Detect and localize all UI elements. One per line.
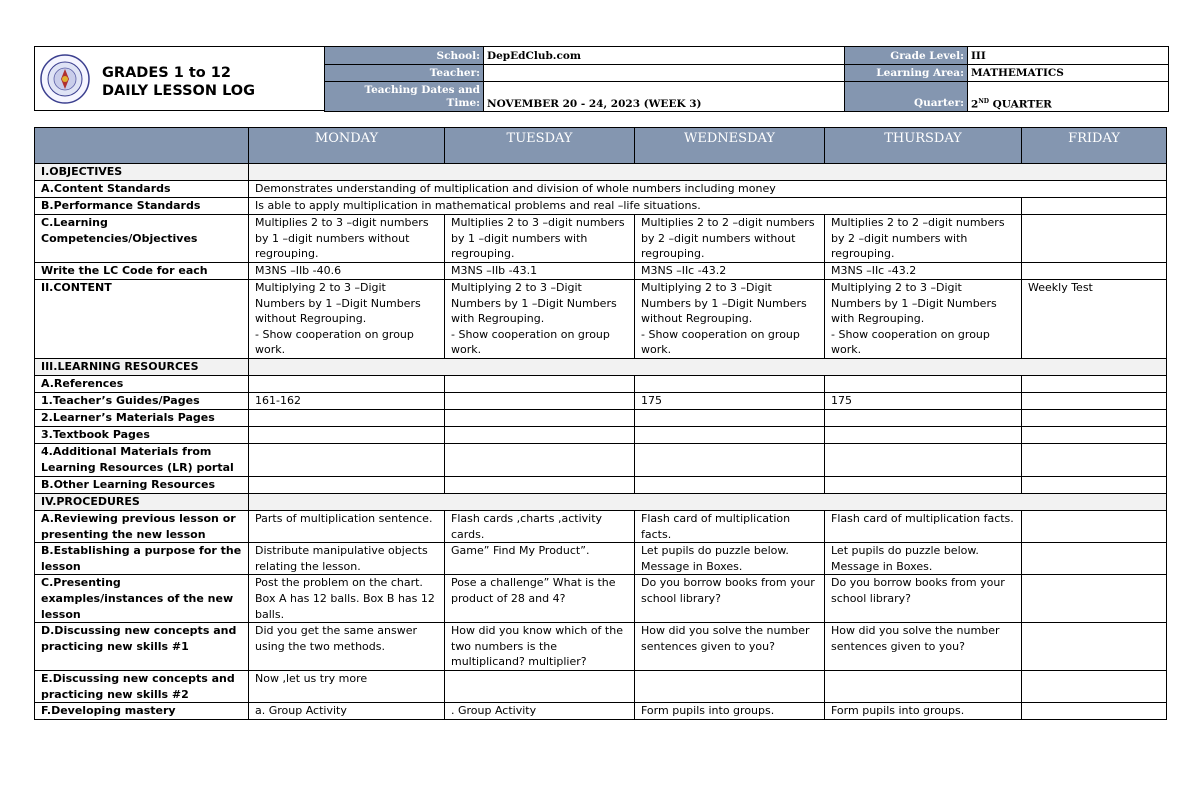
- quarter-value: [968, 82, 1169, 112]
- day-monday: MONDAY: [249, 128, 445, 164]
- table-cell: [445, 393, 635, 410]
- table-cell: Multiplies 2 to 2 –digit numbers by 2 –digit numbers without regrouping.: [635, 215, 825, 263]
- row-content-standards: [35, 181, 1167, 198]
- row-discussing-1: [35, 623, 1167, 671]
- table-cell: [1022, 575, 1167, 623]
- teaching-dates-label-line2: Time:: [446, 97, 480, 109]
- row-label: Write the LC Code for each: [35, 263, 249, 280]
- table-cell: [1022, 703, 1167, 720]
- table-cell: Form pupils into groups.: [635, 703, 825, 720]
- teacher-row: [325, 65, 1169, 82]
- row-content: [35, 280, 1167, 359]
- table-cell: Do you borrow books from your school library?: [825, 575, 1022, 623]
- row-label: III.LEARNING RESOURCES: [35, 359, 249, 376]
- table-cell: Game” Find My Product”.: [445, 543, 635, 575]
- table-cell: [445, 671, 635, 703]
- table-cell: Let pupils do puzzle below. Message in Boxes.: [825, 543, 1022, 575]
- table-cell: Multiplies 2 to 3 –digit numbers by 1 –digit numbers without regrouping.: [249, 215, 445, 263]
- day-tuesday: TUESDAY: [445, 128, 635, 164]
- table-cell: [635, 671, 825, 703]
- row-label: 2.Learner’s Materials Pages: [35, 410, 249, 427]
- deped-seal-logo: [40, 54, 90, 104]
- row-label: I.OBJECTIVES: [35, 164, 249, 181]
- teaching-dates-label: [325, 82, 484, 112]
- section-spacer: [249, 164, 1167, 181]
- table-cell: How did you know which of the two numbers is the multiplicand? multiplier?: [445, 623, 635, 671]
- row-label: C.Presenting examples/instances of the new lesson: [35, 575, 249, 623]
- table-cell: Parts of multiplication sentence.: [249, 511, 445, 543]
- row-label: D.Discussing new concepts and practicing new skills #1: [35, 623, 249, 671]
- row-label: 3.Textbook Pages: [35, 427, 249, 444]
- table-cell: Distribute manipulative objects relating the lesson.: [249, 543, 445, 575]
- section-row-objectives: [35, 164, 1167, 181]
- table-cell: [1022, 444, 1167, 477]
- table-cell: Multiplies 2 to 3 –digit numbers by 1 –digit numbers with regrouping.: [445, 215, 635, 263]
- table-cell: Multiplying 2 to 3 –Digit Numbers by 1 –Digit Numbers with Regrouping. - Show cooperation on group work.: [445, 280, 635, 359]
- table-cell: M3NS –IIb -43.1: [445, 263, 635, 280]
- table-cell: Flash cards ,charts ,activity cards.: [445, 511, 635, 543]
- table-cell: [635, 477, 825, 494]
- table-cell: Flash card of multiplication facts.: [635, 511, 825, 543]
- table-cell: [635, 427, 825, 444]
- row-label: 4.Additional Materials from Learning Resources (LR) portal: [35, 444, 249, 477]
- row-label: A.Reviewing previous lesson or presenting the new lesson: [35, 511, 249, 543]
- row-presenting: [35, 575, 1167, 623]
- merged-cell: Demonstrates understanding of multiplication and division of whole numbers including money: [249, 181, 1167, 198]
- table-cell: Multiplying 2 to 3 –Digit Numbers by 1 –Digit Numbers without Regrouping. - Show cooperation on group work.: [635, 280, 825, 359]
- table-cell: Let pupils do puzzle below. Message in Boxes.: [635, 543, 825, 575]
- table-cell: [1022, 427, 1167, 444]
- table-cell: Multiplying 2 to 3 –Digit Numbers by 1 –Digit Numbers with Regrouping. - Show cooperation on group work.: [825, 280, 1022, 359]
- table-cell: [635, 410, 825, 427]
- table-cell: 161-162: [249, 393, 445, 410]
- row-label: IV.PROCEDURES: [35, 494, 249, 511]
- quarter-number: 2: [971, 98, 979, 110]
- document-title: [102, 64, 255, 100]
- table-cell: [445, 444, 635, 477]
- row-performance-standards: [35, 198, 1167, 215]
- table-cell: [1022, 393, 1167, 410]
- teaching-dates-label-line1: Teaching Dates and: [364, 84, 480, 96]
- table-cell: [1022, 410, 1167, 427]
- day-thursday: THURSDAY: [825, 128, 1022, 164]
- table-cell: M3NS –IIc -43.2: [635, 263, 825, 280]
- table-cell: [445, 410, 635, 427]
- table-cell: 175: [825, 393, 1022, 410]
- section-spacer: [249, 494, 1167, 511]
- teacher-label: Teacher:: [325, 65, 484, 82]
- learning-area-value: MATHEMATICS: [968, 65, 1169, 82]
- table-cell: Flash card of multiplication facts.: [825, 511, 1022, 543]
- teacher-value: [484, 65, 845, 82]
- teaching-dates-value: NOVEMBER 20 - 24, 2023 (WEEK 3): [484, 82, 845, 112]
- table-cell: [825, 427, 1022, 444]
- header-info-table: [324, 46, 1169, 112]
- school-row: [325, 47, 1169, 65]
- table-cell: M3NS –IIc -43.2: [825, 263, 1022, 280]
- table-cell: M3NS –IIb -40.6: [249, 263, 445, 280]
- row-references: [35, 376, 1167, 393]
- row-label: F.Developing mastery: [35, 703, 249, 720]
- table-cell: Now ,let us try more: [249, 671, 445, 703]
- table-cell: Post the problem on the chart. Box A has 12 balls. Box B has 12 balls.: [249, 575, 445, 623]
- days-header-row: [35, 128, 1167, 164]
- quarter-word: QUARTER: [989, 98, 1052, 110]
- dates-row: [325, 82, 1169, 112]
- row-label: E.Discussing new concepts and practicing new skills #2: [35, 671, 249, 703]
- row-additional-materials: [35, 444, 1167, 477]
- table-cell: Multiplying 2 to 3 –Digit Numbers by 1 –Digit Numbers without Regrouping. - Show cooperation on group work.: [249, 280, 445, 359]
- quarter-suffix: ND: [978, 97, 989, 105]
- table-cell: [1022, 623, 1167, 671]
- row-developing-mastery: [35, 703, 1167, 720]
- table-cell: [825, 444, 1022, 477]
- lesson-log-table: [34, 127, 1167, 720]
- table-cell: Form pupils into groups.: [825, 703, 1022, 720]
- table-cell: [1022, 215, 1167, 263]
- table-cell: Weekly Test: [1022, 280, 1167, 359]
- quarter-label: Quarter:: [845, 82, 968, 112]
- row-competencies: [35, 215, 1167, 263]
- row-label: B.Establishing a purpose for the lesson: [35, 543, 249, 575]
- table-cell: [445, 477, 635, 494]
- row-label: B.Other Learning Resources: [35, 477, 249, 494]
- table-cell: Do you borrow books from your school library?: [635, 575, 825, 623]
- table-cell: How did you solve the number sentences given to you?: [825, 623, 1022, 671]
- table-cell: [1022, 543, 1167, 575]
- table-cell: [1022, 477, 1167, 494]
- row-label: II.CONTENT: [35, 280, 249, 359]
- section-spacer: [249, 359, 1167, 376]
- table-cell: [445, 427, 635, 444]
- row-label: B.Performance Standards: [35, 198, 249, 215]
- title-line-1: GRADES 1 to 12: [102, 65, 231, 81]
- table-cell: [1022, 671, 1167, 703]
- row-other-resources: [35, 477, 1167, 494]
- table-cell: [1022, 198, 1167, 215]
- table-cell: a. Group Activity: [249, 703, 445, 720]
- table-cell: [249, 477, 445, 494]
- table-cell: [825, 410, 1022, 427]
- title-line-2: DAILY LESSON LOG: [102, 83, 256, 99]
- table-cell: [825, 477, 1022, 494]
- table-cell: Pose a challenge” What is the product of 28 and 4?: [445, 575, 635, 623]
- row-textbook: [35, 427, 1167, 444]
- row-label: C.Learning Competencies/Objectives: [35, 215, 249, 263]
- table-cell: [249, 427, 445, 444]
- table-cell: [249, 410, 445, 427]
- grade-level-label: Grade Level:: [845, 47, 968, 65]
- table-cell: [635, 376, 825, 393]
- row-lc-code: [35, 263, 1167, 280]
- table-cell: [825, 376, 1022, 393]
- table-cell: . Group Activity: [445, 703, 635, 720]
- day-wednesday: WEDNESDAY: [635, 128, 825, 164]
- row-reviewing: [35, 511, 1167, 543]
- row-label: A.Content Standards: [35, 181, 249, 198]
- merged-cell: Is able to apply multiplication in mathematical problems and real –life situations.: [249, 198, 1022, 215]
- table-cell: [1022, 511, 1167, 543]
- table-cell: [1022, 263, 1167, 280]
- table-cell: [825, 671, 1022, 703]
- section-row-resources: [35, 359, 1167, 376]
- row-label: 1.Teacher’s Guides/Pages: [35, 393, 249, 410]
- row-discussing-2: [35, 671, 1167, 703]
- school-value: DepEdClub.com: [484, 47, 845, 65]
- grade-level-value: III: [968, 47, 1169, 65]
- table-cell: [445, 376, 635, 393]
- row-learners-materials: [35, 410, 1167, 427]
- row-teachers-guides: [35, 393, 1167, 410]
- row-establishing: [35, 543, 1167, 575]
- learning-area-label: Learning Area:: [845, 65, 968, 82]
- day-friday: FRIDAY: [1022, 128, 1167, 164]
- table-cell: How did you solve the number sentences given to you?: [635, 623, 825, 671]
- table-cell: Multiplies 2 to 2 –digit numbers by 2 –digit numbers with regrouping.: [825, 215, 1022, 263]
- table-cell: [249, 376, 445, 393]
- table-cell: [1022, 376, 1167, 393]
- table-cell: Did you get the same answer using the two methods.: [249, 623, 445, 671]
- table-cell: [249, 444, 445, 477]
- school-label: School:: [325, 47, 484, 65]
- row-label: A.References: [35, 376, 249, 393]
- section-row-procedures: [35, 494, 1167, 511]
- table-cell: 175: [635, 393, 825, 410]
- corner-cell: [35, 128, 249, 164]
- table-cell: [635, 444, 825, 477]
